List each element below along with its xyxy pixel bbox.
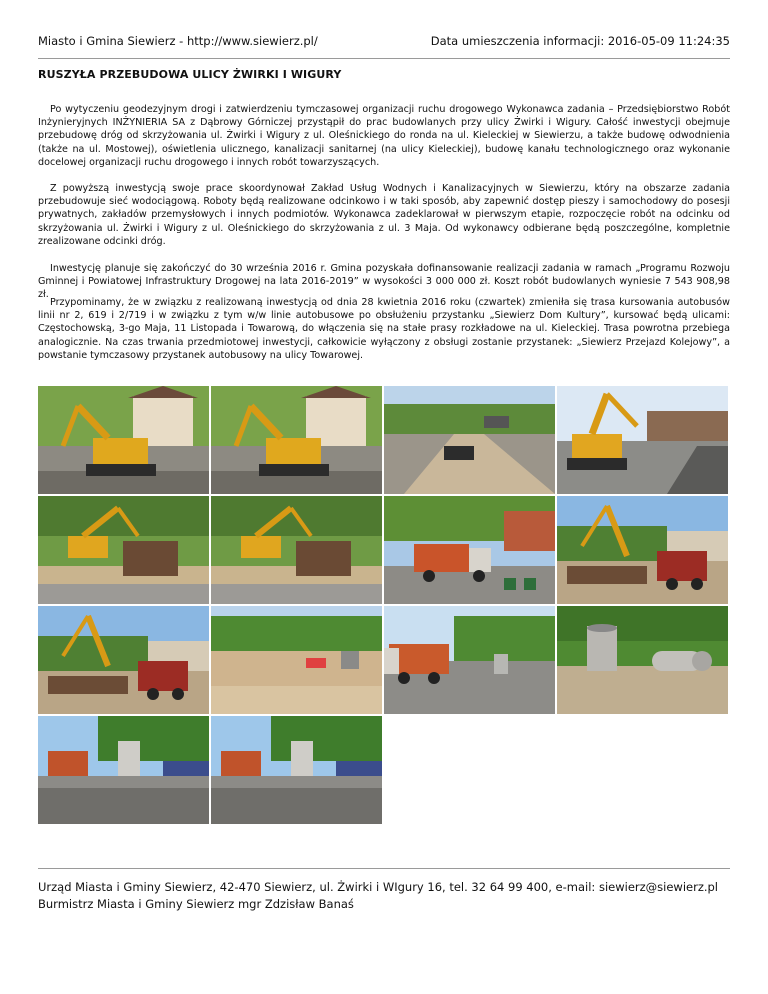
page-footer	[38, 879, 718, 913]
construction-photo	[38, 386, 209, 494]
gallery-photo[interactable]	[557, 606, 728, 714]
construction-photo	[211, 716, 382, 824]
page-header	[38, 34, 730, 50]
gallery-photo[interactable]	[38, 716, 209, 824]
publication-date: Data umieszczenia informacji: 2016-05-09 11:24:35	[430, 34, 730, 48]
paragraph-4: Przypominamy, że w związku z realizowaną inwestycją od dnia 28 kwietnia 2016 roku (czwartek) zmieniła się trasa kursowania autobusów linii nr 2, 619 i 2/719 i w związku z tym w/w linie autobusowe po obsłużeniu przystanku „Siewierz Dom Kultury”, kursować będą ulicami: Częstochowską, 3-go Maja, 11 Listopada i Towarową, do włączenia się na stałe prasy rozkładowe na ul. Kieleckiej. Trasa powrotna przebiega analogicznie. Na czas trwania przedmiotowej inwestycji, całkowicie wyłączony z obsługi zostanie przystanek: „Siewierz Przejazd Kolejowy”, a powstanie tymczasowy przystanek autobusowy na ulicy Towarowej.	[38, 297, 730, 361]
gallery-photo[interactable]	[557, 386, 728, 494]
construction-photo	[384, 606, 555, 714]
gallery-photo[interactable]	[557, 496, 728, 604]
gallery-photo[interactable]	[38, 606, 209, 714]
footer-mayor: Burmistrz Miasta i Gminy Siewierz mgr Zdzisław Banaś	[38, 897, 354, 911]
construction-photo	[211, 496, 382, 604]
footer-address: Urząd Miasta i Gminy Siewierz, 42-470 Siewierz, ul. Żwirki i WIgury 16, tel. 32 64 99 400, e-mail: siewierz@siewierz.pl	[38, 880, 719, 894]
construction-photo	[38, 716, 209, 824]
gallery-photo[interactable]	[384, 606, 555, 714]
gallery-photo[interactable]	[38, 386, 209, 494]
gallery-photo[interactable]	[211, 716, 382, 824]
construction-photo	[557, 606, 728, 714]
construction-photo	[384, 496, 555, 604]
construction-photo	[38, 606, 209, 714]
paragraph-2: Z powyższą inwestycją swoje prace skoordynował Zakład Usług Wodnych i Kanalizacyjnych w Siewierzu, który na obszarze zadania przebudowuje sieć wodociągową. Roboty będą realizowane odcinkowo i w taki sposób, aby zapewnić dostęp pieszy i samochodowy do posesji prywatnych, zakładów przemysłowych i innych podmiotów. Wykonawca zadeklarował w pierwszym etapie, rozpoczęcie robót na odcinku od skrzyżowania ul. Żwirki i Wigury z ul. Oleśnickiego do skrzyżowania z ul. 3 Maja. Od wykonawcy odbierane będą poszczególne, kompletnie zrealizowane odcinki dróg.	[38, 183, 730, 247]
gallery-photo[interactable]	[384, 386, 555, 494]
gallery-photo[interactable]	[38, 496, 209, 604]
construction-photo	[211, 606, 382, 714]
construction-photo	[38, 496, 209, 604]
construction-photo	[384, 386, 555, 494]
construction-photo	[557, 386, 728, 494]
gallery-photo[interactable]	[211, 496, 382, 604]
site-url[interactable]: Miasto i Gmina Siewierz - http://www.siewierz.pl/	[38, 34, 318, 48]
article-title: RUSZYŁA PRZEBUDOWA ULICY ŻWIRKI I WIGURY	[38, 68, 342, 81]
footer-divider	[38, 868, 730, 869]
gallery-photo[interactable]	[384, 496, 555, 604]
gallery-photo[interactable]	[211, 386, 382, 494]
gallery-photo[interactable]	[211, 606, 382, 714]
paragraph-1: Po wytyczeniu geodezyjnym drogi i zatwierdzeniu tymczasowej organizacji ruchu drogowego Wykonawca zadania – Przedsiębiorstwo Robót Inżynieryjnych INŻYNIERIA SA z Dąbrowy Górniczej przystąpił do prac budowlanych przy ulicy Żwirki i Wigury. Całość inwestycji obejmuje przebudowę dróg od skrzyżowania ul. Żwirki i Wigury z ul. Oleśnickiego do ronda na ul. Kieleckiej w Siewierzu, a także budowę odwodnienia (także na ul. Mostowej), oświetlenia ulicznego, kanalizacji sanitarnej (na ulicy Kieleckiej), budowę kanału technologicznego oraz wykonanie docelowej organizacji ruchu drogowego i innych robót towarzyszących.	[38, 104, 730, 168]
construction-photo	[557, 496, 728, 604]
construction-photo	[211, 386, 382, 494]
paragraph-3: Inwestycję planuje się zakończyć do 30 września 2016 r. Gmina pozyskała dofinansowanie realizacji zadania w ramach „Programu Rozwoju Gminnej i Powiatowej Infrastruktury Drogowej na lata 2016-2019” w wysokości 3 000 000 zł. Koszt robót budowlanych wyniesie 7 543 908,98 zł.	[38, 263, 730, 301]
header-divider	[38, 58, 730, 59]
